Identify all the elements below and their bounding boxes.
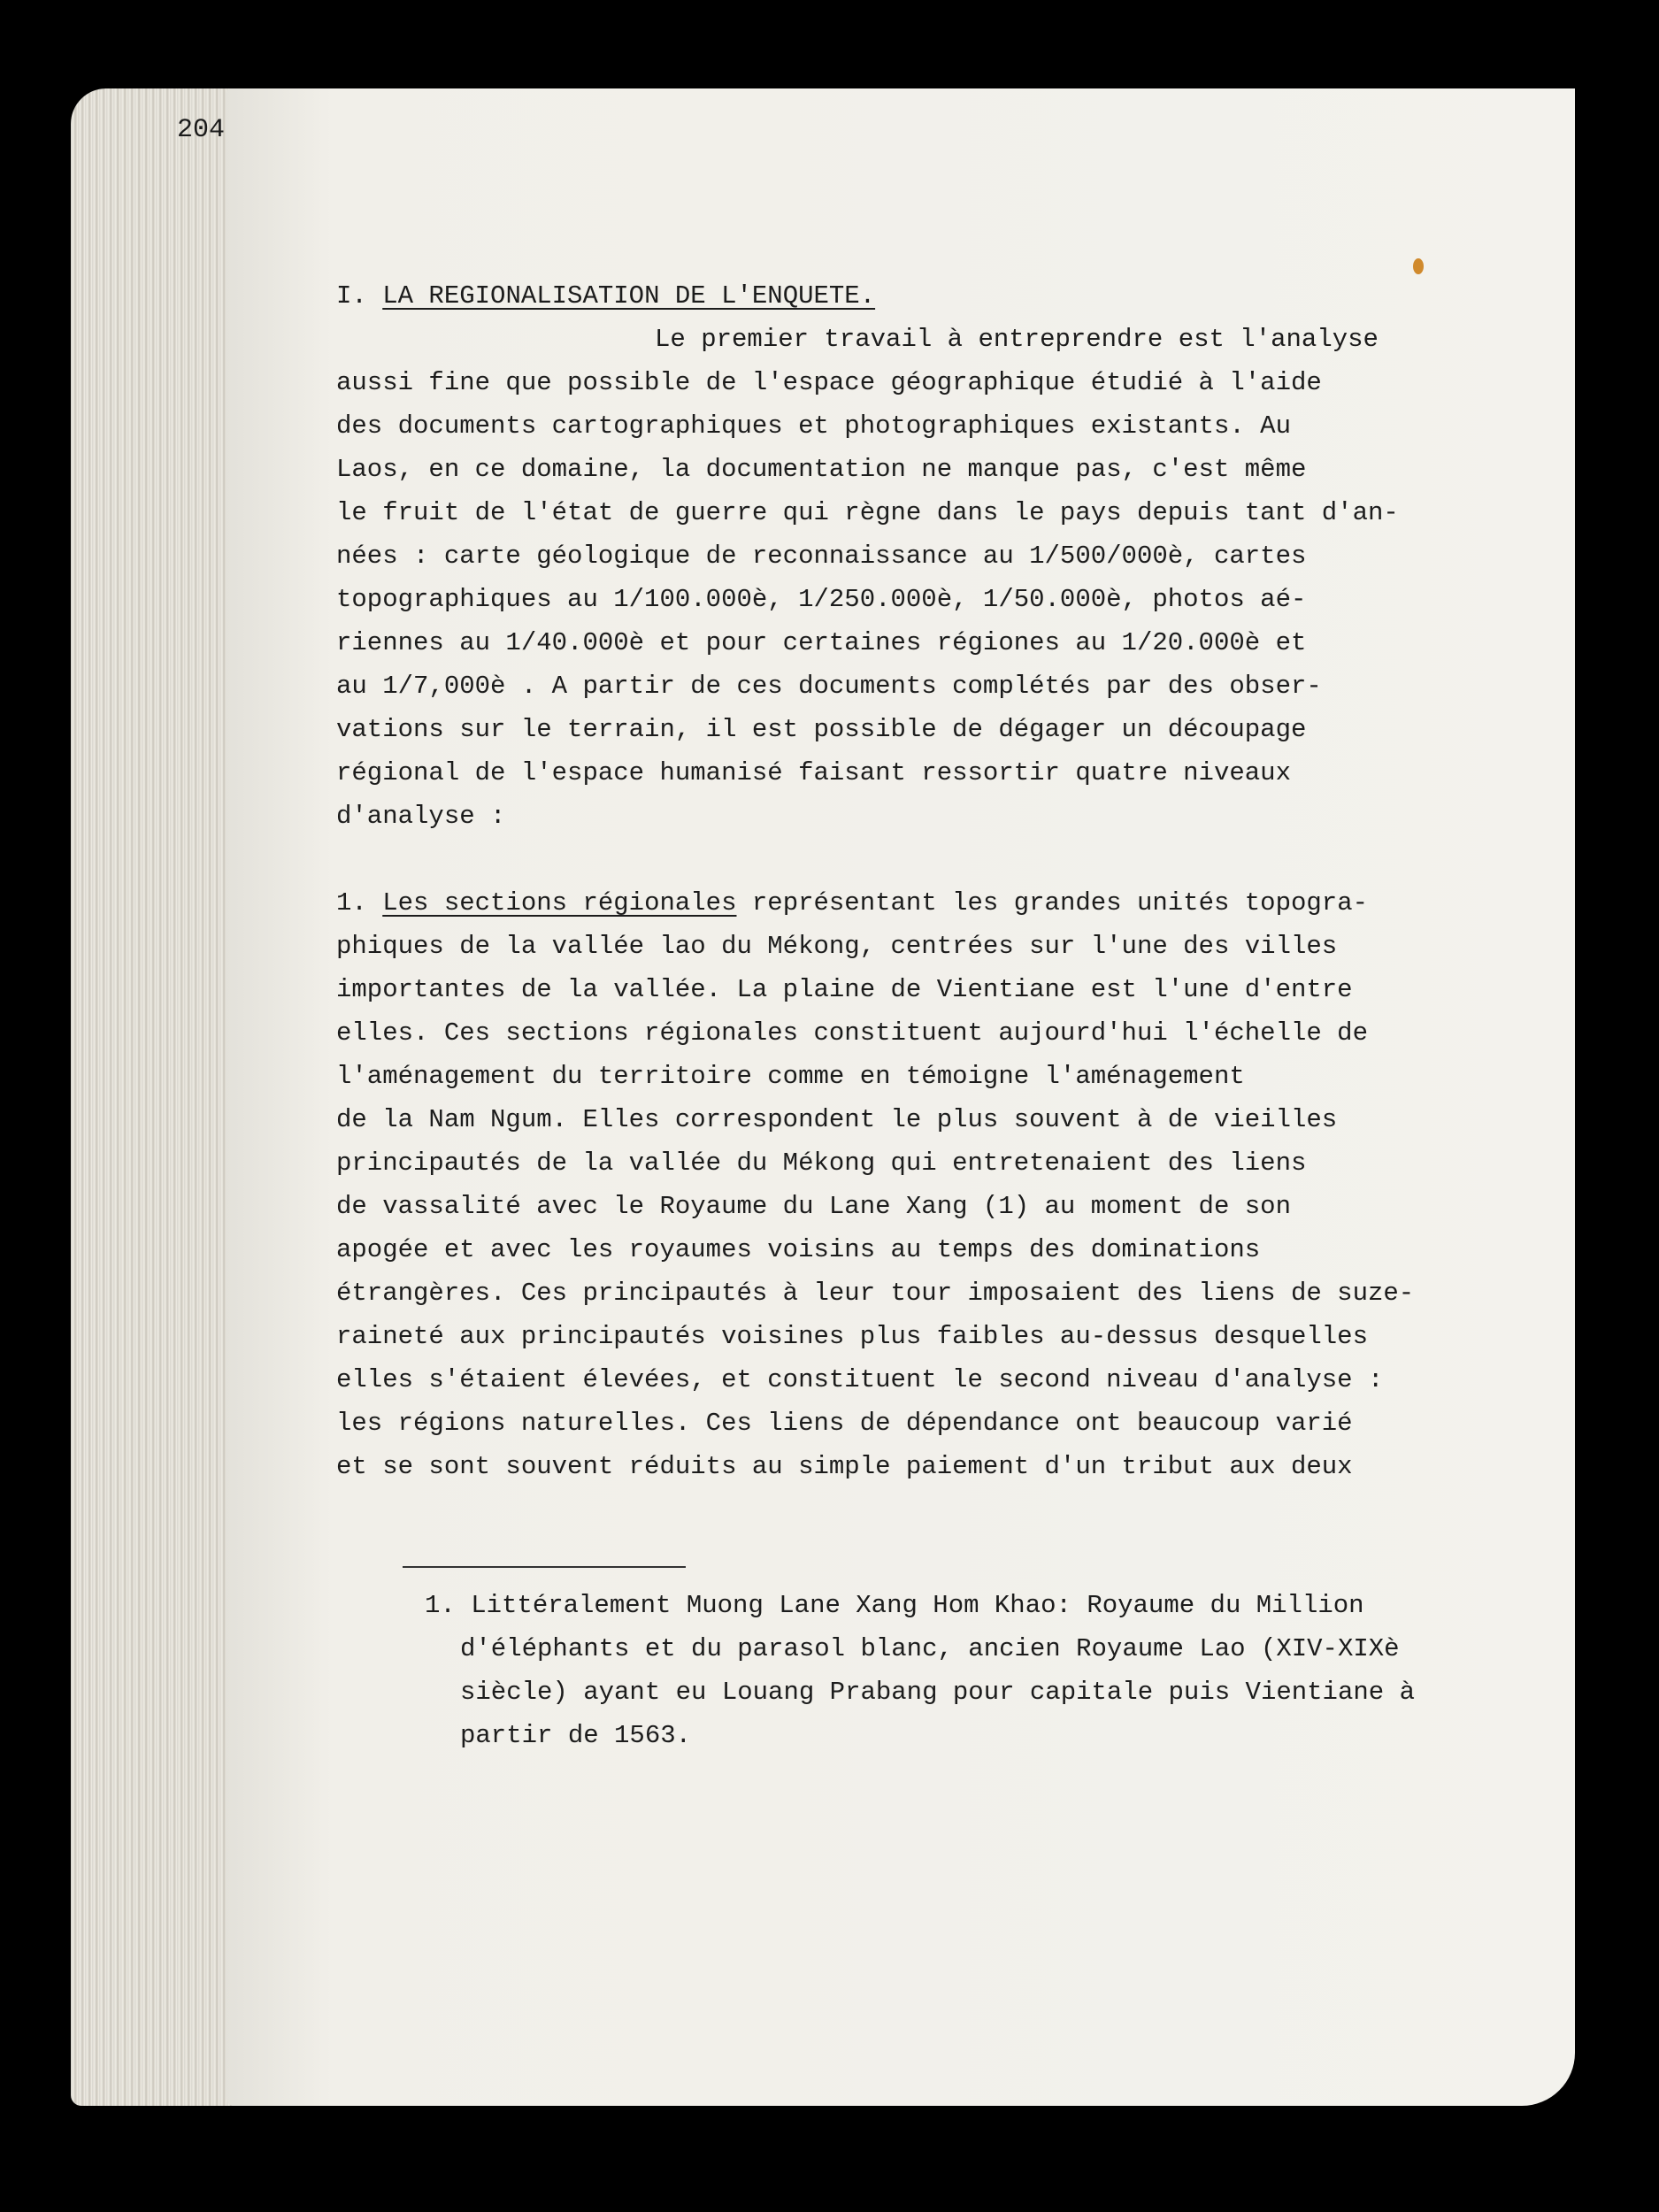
list-item-1 bbox=[336, 881, 1415, 1488]
list-item-1-body bbox=[336, 925, 1415, 1488]
paragraph-1-line: topographiques au 1/100.000è, 1/250.000è, 1/50.000è, photos aé- bbox=[336, 585, 1307, 614]
section-heading bbox=[336, 274, 1363, 318]
list-item-1-line: les régions naturelles. Ces liens de dépendance ont beaucoup varié bbox=[336, 1409, 1353, 1438]
list-item-1-line: principautés de la vallée du Mékong qui entretenaient des liens bbox=[336, 1148, 1307, 1178]
paragraph-1-line: Laos, en ce domaine, la documentation ne manque pas, c'est même bbox=[336, 455, 1307, 484]
paragraph-1-line: vations sur le terrain, il est possible de dégager un découpage bbox=[336, 715, 1307, 744]
list-item-1-term: Les sections régionales bbox=[382, 888, 737, 918]
section-heading-title: LA REGIONALISATION DE L'ENQUETE. bbox=[382, 281, 876, 311]
paragraph-1-line: d'analyse : bbox=[336, 802, 506, 831]
list-item-1-marker: 1. bbox=[336, 888, 367, 918]
paragraph-1-line: au 1/7,000è . A partir de ces documents complétés par des obser- bbox=[336, 672, 1322, 701]
list-item-1-line: elles s'étaient élevées, et constituent le second niveau d'analyse : bbox=[336, 1365, 1384, 1394]
list-item-1-line: apogée et avec les royaumes voisins au temps des dominations bbox=[336, 1235, 1261, 1264]
page-number: 204 bbox=[177, 115, 226, 145]
paragraph-1-line: des documents cartographiques et photographiques existants. Au bbox=[336, 411, 1291, 441]
list-item-1-line: raineté aux principautés voisines plus faibles au-dessus desquelles bbox=[336, 1322, 1368, 1351]
paragraph-1-line: régional de l'espace humanisé faisant ressortir quatre niveaux bbox=[336, 758, 1291, 787]
section-heading-number: I. bbox=[336, 281, 367, 311]
list-item-1-first-line bbox=[336, 881, 1369, 925]
ink-spot bbox=[1413, 258, 1424, 274]
paragraph-1-line: riennes au 1/40.000è et pour certaines régiones au 1/20.000è et bbox=[336, 628, 1307, 657]
paragraph-1-line: nées : carte géologique de reconnaissance au 1/500/000è, cartes bbox=[336, 541, 1307, 571]
footnote-line: d'éléphants et du parasol blanc, ancien Royaume Lao (XIV-XIXè bbox=[460, 1634, 1400, 1663]
list-item-1-line: étrangères. Ces principautés à leur tour imposaient des liens de suze- bbox=[336, 1279, 1415, 1308]
footnote bbox=[425, 1584, 1415, 1757]
paragraph-1-line: Le premier travail à entreprendre est l'analyse bbox=[655, 325, 1379, 354]
main-text bbox=[336, 274, 1415, 1488]
list-item-1-line: elles. Ces sections régionales constituent aujourd'hui l'échelle de bbox=[336, 1018, 1368, 1048]
paragraph-1-line: aussi fine que possible de l'espace géographique étudié à l'aide bbox=[336, 368, 1322, 397]
paragraph-1 bbox=[336, 318, 1399, 838]
paragraph-1-line: le fruit de l'état de guerre qui règne dans le pays depuis tant d'an- bbox=[336, 498, 1399, 527]
list-item-1-line: et se sont souvent réduits au simple paiement d'un tribut aux deux bbox=[336, 1452, 1353, 1481]
footnote-line: partir de 1563. bbox=[460, 1721, 692, 1750]
list-item-1-line: l'aménagement du territoire comme en témoigne l'aménagement bbox=[336, 1062, 1245, 1091]
list-item-1-line: de vassalité avec le Royaume du Lane Xang (1) au moment de son bbox=[336, 1192, 1291, 1221]
list-item-1-line: phiques de la vallée lao du Mékong, centrées sur l'une des villes bbox=[336, 932, 1338, 961]
list-item-1-line: de la Nam Ngum. Elles correspondent le plus souvent à de vieilles bbox=[336, 1105, 1338, 1134]
footnote-rule bbox=[403, 1566, 686, 1568]
footnote-line: siècle) ayant eu Louang Prabang pour capitale puis Vientiane à bbox=[460, 1678, 1415, 1707]
list-item-1-line: importantes de la vallée. La plaine de Vientiane est l'une d'entre bbox=[336, 975, 1353, 1004]
footnote-line: 1. Littéralement Muong Lane Xang Hom Khao: Royaume du Million bbox=[425, 1591, 1364, 1620]
list-item-1-first-line-rest: représentant les grandes unités topogra- bbox=[736, 888, 1369, 918]
